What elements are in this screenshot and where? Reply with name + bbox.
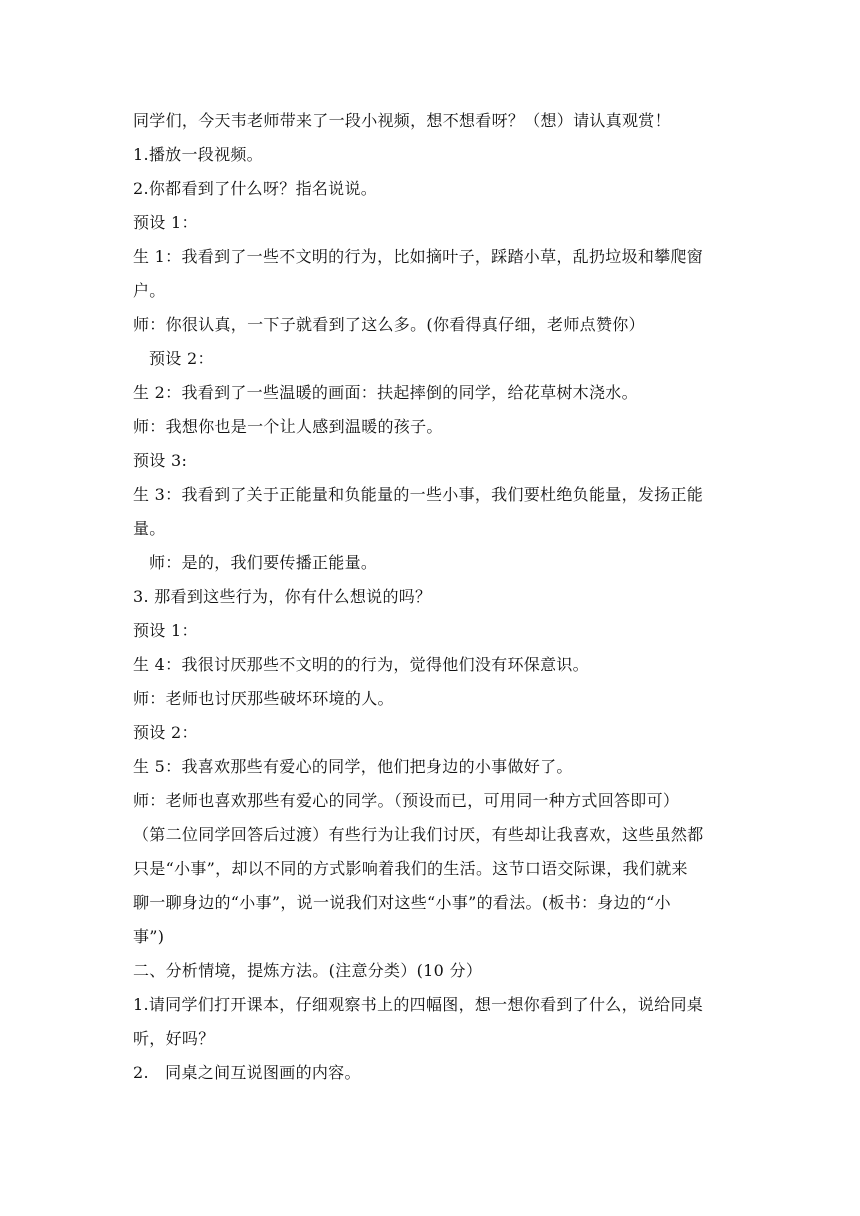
section-heading: 二、分析情境，提炼方法。(注意分类）(10 分） (133, 961, 483, 980)
document-body (133, 104, 743, 1090)
text-line: 生 1：我看到了一些不文明的行为，比如摘叶子，踩踏小草，乱扔垃圾和攀爬窗 (133, 247, 704, 266)
text-line: （第二位同学回答后过渡）有些行为让我们讨厌，有些却让我喜欢，这些虽然都 (133, 825, 704, 844)
text-line: 师：我想你也是一个让人感到温暖的孩子。 (133, 417, 443, 436)
text-line: 生 5：我喜欢那些有爱心的同学，他们把身边的小事做好了。 (133, 757, 573, 776)
text-line: 生 2：我看到了一些温暖的画面：扶起摔倒的同学，给花草树木浇水。 (133, 383, 638, 402)
text-line: 预设 1： (133, 213, 198, 232)
text-line: 师：老师也喜欢那些有爱心的同学。（预设而已，可用同一种方式回答即可） (133, 791, 680, 810)
text-line: 师：你很认真，一下子就看到了这么多。(你看得真仔细，老师点赞你） (133, 315, 645, 334)
text-line: 同学们，今天韦老师带来了一段小视频，想不想看呀？（想）请认真观赏！ (133, 111, 671, 130)
text-line: 1.播放一段视频。 (133, 145, 263, 164)
text-line: 师：是的，我们要传播正能量。 (149, 553, 378, 572)
text-line: 生 4：我很讨厌那些不文明的的行为，觉得他们没有环保意识。 (133, 655, 589, 674)
text-line: 生 3：我看到了关于正能量和负能量的一些小事，我们要杜绝负能量，发扬正能 (133, 485, 704, 504)
text-line: 事”) (133, 927, 165, 946)
text-line: 2.你都看到了什么呀？指名说说。 (133, 179, 378, 198)
text-line: 户。 (133, 281, 166, 300)
text-line: 2. 同桌之间互说图画的内容。 (133, 1063, 361, 1082)
text-line: 聊一聊身边的“小事”，说一说我们对这些“小事”的看法。(板书：身边的“小 (133, 893, 671, 912)
text-line: 只是“小事”，却以不同的方式影响着我们的生活。这节口语交际课，我们就来 (133, 859, 688, 878)
text-line: 听，好吗？ (133, 1029, 215, 1048)
text-line: 师：老师也讨厌那些破坏环境的人。 (133, 689, 394, 708)
text-line: 量。 (133, 519, 166, 538)
text-line: 预设 3: (133, 451, 188, 470)
text-line: 预设 2： (149, 349, 214, 368)
text-line: 预设 1： (133, 621, 198, 640)
text-line: 3. 那看到这些行为，你有什么想说的吗？ (133, 587, 432, 606)
text-line: 预设 2： (133, 723, 198, 742)
text-line: 1.请同学们打开课本，仔细观察书上的四幅图，想一想你看到了什么，说给同桌 (133, 995, 704, 1014)
